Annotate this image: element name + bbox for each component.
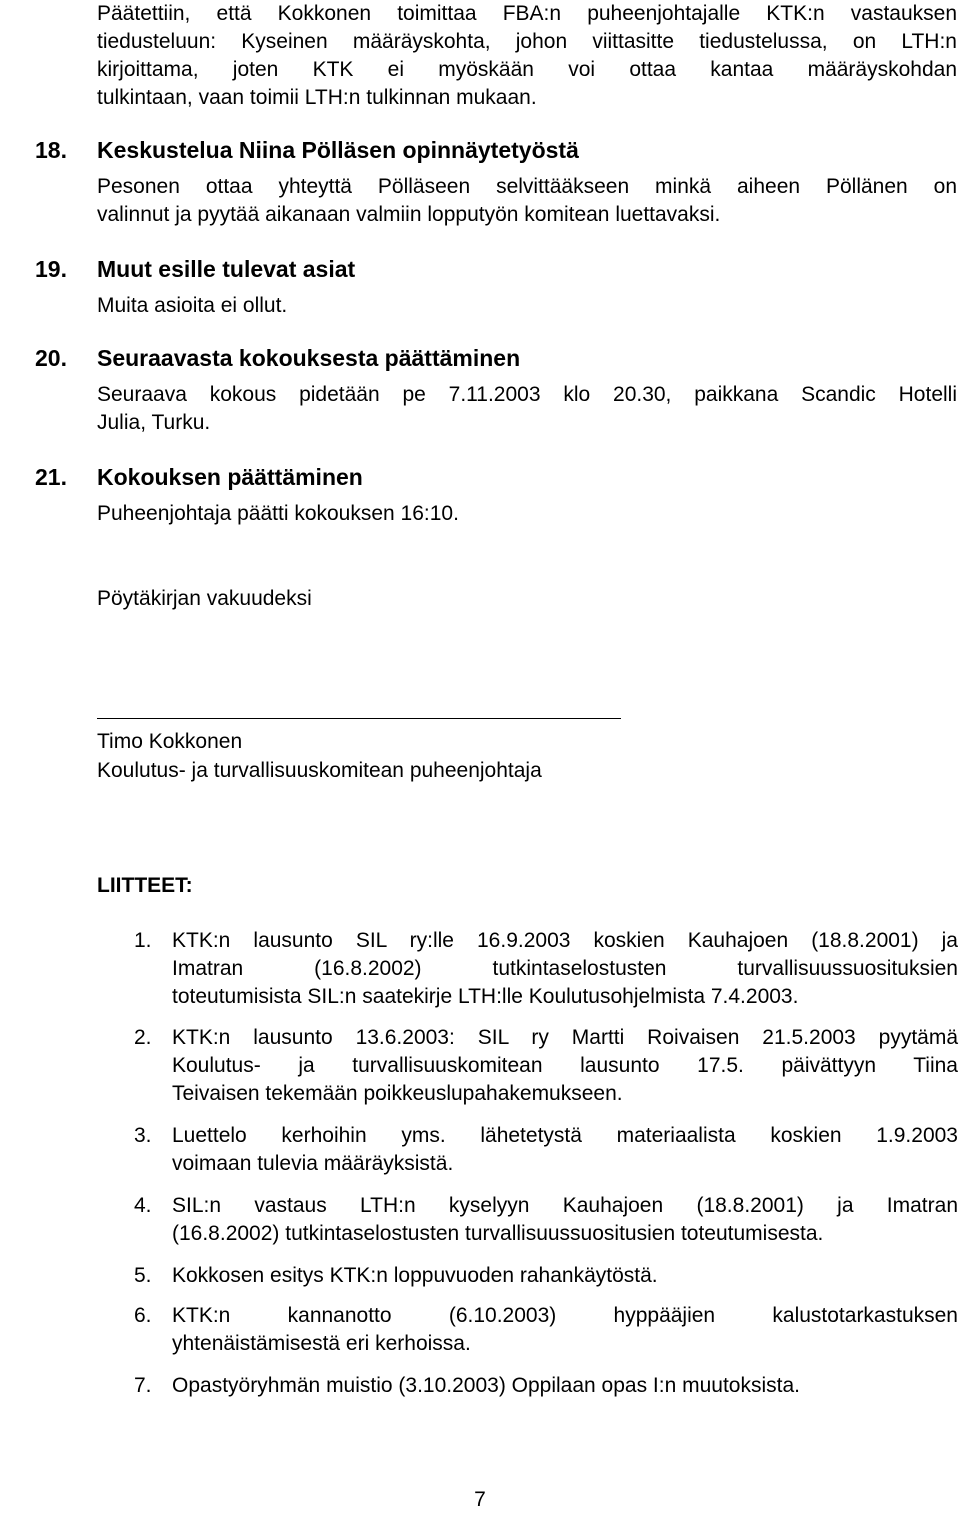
attachment-number: 4. bbox=[134, 1194, 152, 1217]
signature-intro: Pöytäkirjan vakuudeksi bbox=[97, 587, 312, 610]
attachment-line: Luettelo kerhoihin yms. lähetetystä materiaalista koskien 1.9.2003 bbox=[172, 1124, 958, 1147]
section-number: 20. bbox=[35, 345, 67, 371]
attachment-number: 7. bbox=[134, 1374, 152, 1397]
intro-paragraph bbox=[97, 0, 957, 112]
attachment-line: KTK:n kannanotto (6.10.2003) hyppääjien kalustotarkastuksen bbox=[172, 1304, 958, 1327]
section-body-19 bbox=[97, 292, 287, 320]
signature-name: Timo Kokkonen bbox=[97, 730, 243, 753]
attachments-heading: LIITTEET: bbox=[97, 874, 193, 897]
section-body-18 bbox=[97, 173, 957, 229]
section-line: valinnut ja pyytää aikanaan valmiin lopputyön komitean luettavaksi. bbox=[97, 203, 721, 226]
attachment-number: 1. bbox=[134, 929, 152, 952]
attachment-line: Koulutus- ja turvallisuuskomitean lausunto 17.5. päivättyyn Tiina bbox=[172, 1054, 958, 1077]
section-body-21 bbox=[97, 500, 459, 528]
attachment-line: toteutumisista SIL:n saatekirje LTH:lle Koulutusohjelmista 7.4.2003. bbox=[172, 985, 799, 1008]
section-heading-20 bbox=[35, 344, 520, 372]
intro-line: kirjoittama, joten KTK ei myöskään voi ottaa kantaa määräyskohdan bbox=[97, 58, 957, 81]
attachment-number: 3. bbox=[134, 1124, 152, 1147]
attachment-line: SIL:n vastaus LTH:n kyselyyn Kauhajoen (18.8.2001) ja Imatran bbox=[172, 1194, 958, 1217]
attachment-line: voimaan tulevia määräyksistä. bbox=[172, 1152, 454, 1175]
section-title: Keskustelua Niina Pölläsen opinnäytetyöstä bbox=[97, 137, 579, 163]
section-title: Seuraavasta kokouksesta päättäminen bbox=[97, 345, 521, 371]
section-line: Seuraava kokous pidetään pe 7.11.2003 klo 20.30, paikkana Scandic Hotelli bbox=[97, 383, 957, 406]
intro-line: tiedusteluun: Kyseinen määräyskohta, johon viittasitte tiedustelussa, on LTH:n bbox=[97, 30, 957, 53]
signature-role: Koulutus- ja turvallisuuskomitean puheenjohtaja bbox=[97, 759, 542, 782]
attachment-line: Opastyöryhmän muistio (3.10.2003) Oppilaan opas I:n muutoksista. bbox=[172, 1374, 800, 1397]
section-line: Muita asioita ei ollut. bbox=[97, 294, 288, 317]
attachment-line: Imatran (16.8.2002) tutkintaselostusten turvallisuussuosituksien bbox=[172, 957, 958, 980]
attachment-line: KTK:n lausunto 13.6.2003: SIL ry Martti Roivaisen 21.5.2003 pyytämä bbox=[172, 1026, 958, 1049]
attachment-line: KTK:n lausunto SIL ry:lle 16.9.2003 koskien Kauhajoen (18.8.2001) ja bbox=[172, 929, 958, 952]
section-heading-21 bbox=[35, 463, 363, 491]
attachment-line: yhtenäistämisestä eri kerhoissa. bbox=[172, 1332, 471, 1355]
section-heading-18 bbox=[35, 136, 579, 164]
section-heading-19 bbox=[35, 255, 355, 283]
section-body-20 bbox=[97, 381, 957, 437]
section-number: 18. bbox=[35, 137, 67, 163]
section-title: Muut esille tulevat asiat bbox=[97, 256, 356, 282]
section-line: Julia, Turku. bbox=[97, 411, 211, 434]
attachment-line: (16.8.2002) tutkintaselostusten turvallisuussuositusien toteutumisesta. bbox=[172, 1222, 824, 1245]
intro-line: tulkintaan, vaan toimii LTH:n tulkinnan mukaan. bbox=[97, 86, 537, 109]
section-line: Puheenjohtaja päätti kokouksen 16:10. bbox=[97, 502, 459, 525]
intro-line: Päätettiin, että Kokkonen toimittaa FBA:n puheenjohtajalle KTK:n vastauksen bbox=[97, 2, 957, 25]
attachment-line: Kokkosen esitys KTK:n loppuvuoden rahankäytöstä. bbox=[172, 1264, 658, 1287]
section-number: 19. bbox=[35, 256, 67, 282]
attachment-number: 2. bbox=[134, 1026, 152, 1049]
page-number: 7 bbox=[474, 1488, 486, 1511]
section-number: 21. bbox=[35, 464, 67, 490]
section-line: Pesonen ottaa yhteyttä Pölläseen selvittääkseen minkä aiheen Pöllänen on bbox=[97, 175, 957, 198]
signature-line bbox=[97, 718, 621, 719]
attachment-line: Teivaisen tekemään poikkeuslupahakemukseen. bbox=[172, 1082, 623, 1105]
attachment-number: 6. bbox=[134, 1304, 152, 1327]
attachment-number: 5. bbox=[134, 1264, 152, 1287]
section-title: Kokouksen päättäminen bbox=[97, 464, 363, 490]
